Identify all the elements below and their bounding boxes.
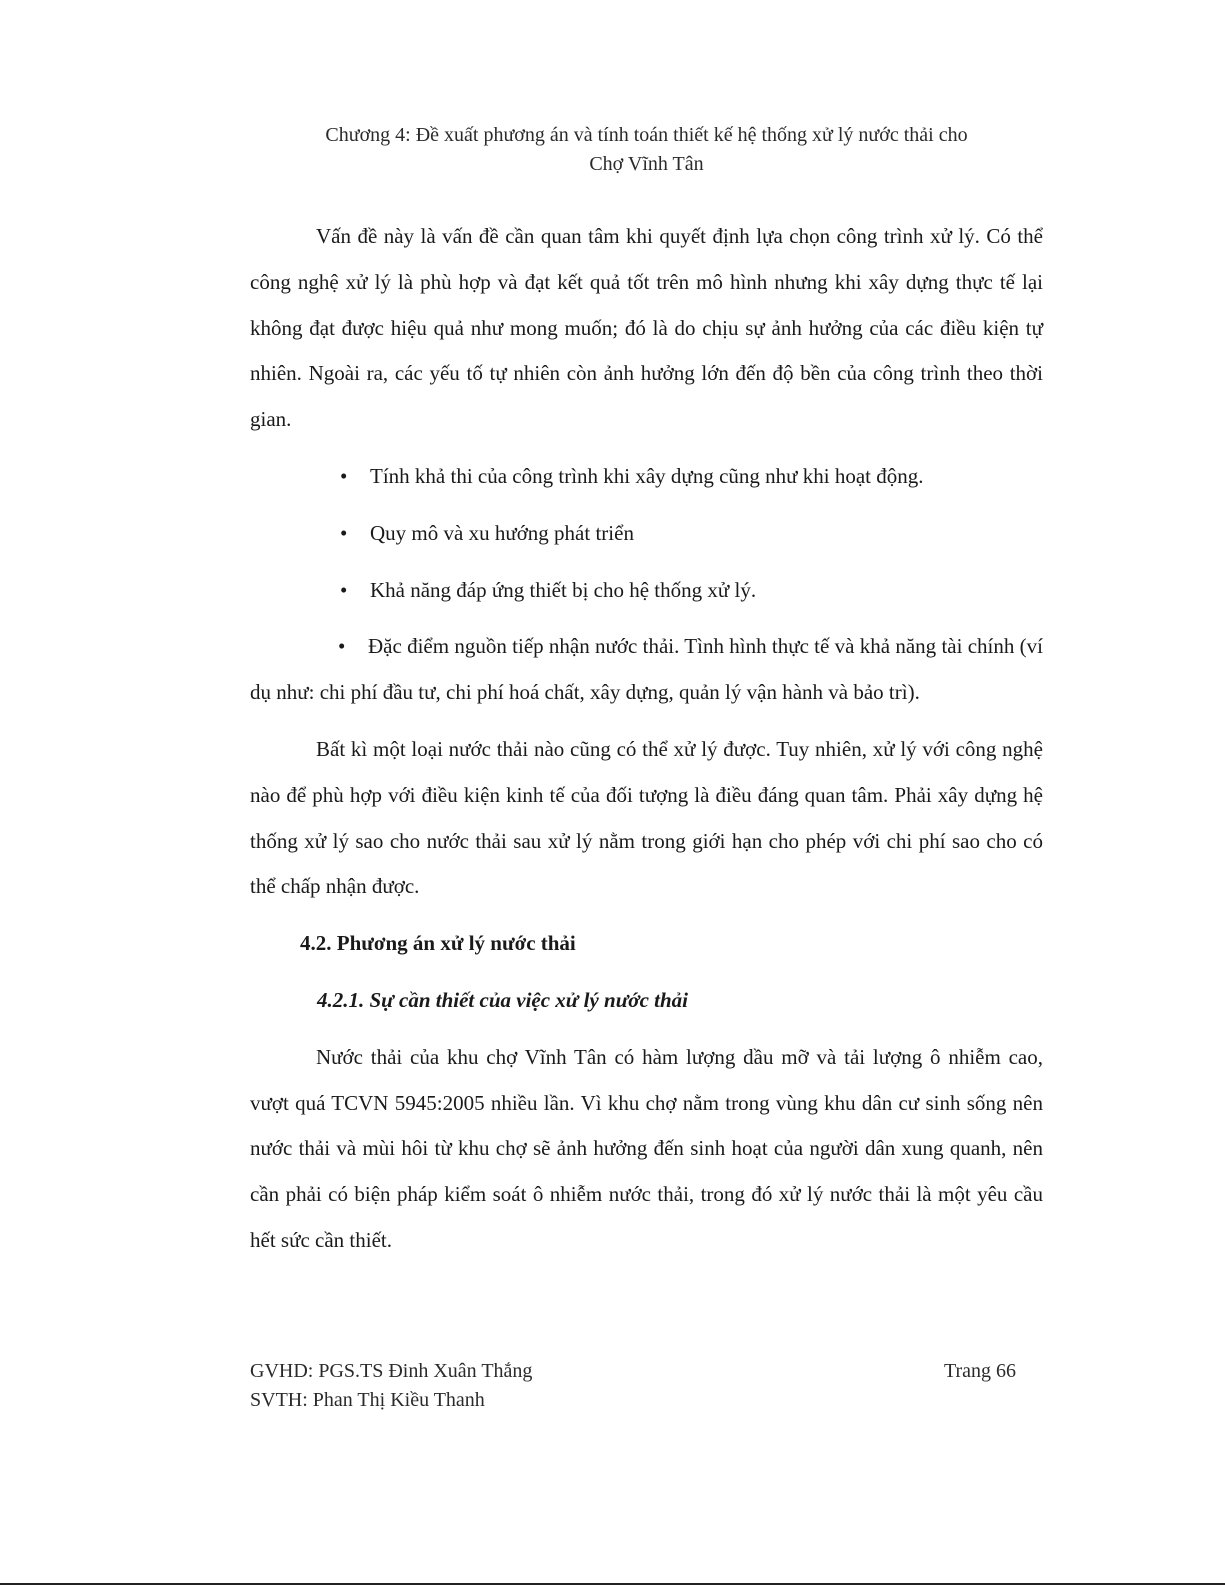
paragraph-2: Bất kì một loại nước thải nào cũng có thể xử lý được. Tuy nhiên, xử lý với công nghệ nào để phù hợp với điều kiện kinh tế của đối tượng là điều đáng quan tâm. Phải xây dựng hệ thống xử lý sao cho nước thải sau xử lý nằm trong giới hạn cho phép với chi phí sao cho có thể chấp nhận được. [250,736,1043,899]
footer-student: SVTH: Phan Thị Kiều Thanh [250,1389,485,1411]
bullet-text-3: Khả năng đáp ứng thiết bị cho hệ thống xử lý. [370,577,757,602]
bullet-item-1 [250,454,1043,500]
page-number: Trang 66 [943,1360,1016,1382]
bullet-text-1: Tính khả thi của công trình khi xây dựng cũng như khi hoạt động. [370,463,924,488]
bullet-dot-icon: • [338,634,346,659]
bullet-item-2 [250,511,1043,557]
header-line-1: Chương 4: Đề xuất phương án và tính toán thiết kế hệ thống xử lý nước thải cho [325,124,968,146]
section-heading: 4.2. Phương án xử lý nước thải [300,931,576,956]
subsection-heading: 4.2.1. Sự cần thiết của việc xử lý nước thải [317,987,688,1012]
header-line-2: Chợ Vĩnh Tân [589,153,704,175]
running-header [250,121,1043,179]
paragraph-3: Nước thải của khu chợ Vĩnh Tân có hàm lượng dầu mỡ và tải lượng ô nhiễm cao, vượt quá TCVN 5945:2005 nhiều lần. Vì khu chợ nằm trong vùng khu dân cư sinh sống nên nước thải và mùi hôi từ khu chợ sẽ ảnh hưởng đến sinh hoạt của người dân xung quanh, nên cần phải có biện pháp kiểm soát ô nhiễm nước thải, trong đó xử lý nước thải là một yêu cầu hết sức cần thiết. [250,1044,1043,1252]
bullet-text-4: Đặc điểm nguồn tiếp nhận nước thải. Tình hình thực tế và khả năng tài chính (ví dụ như: chi phí đầu tư, chi phí hoá chất, xây dựng, quản lý vận hành và bảo trì). [250,634,1043,705]
bullet-dot-icon: • [340,520,348,545]
page-footer [250,1357,1016,1415]
footer-advisor: GVHD: PGS.TS Đinh Xuân Thắng [250,1360,533,1382]
paragraph-1: Vấn đề này là vấn đề cần quan tâm khi quyết định lựa chọn công trình xử lý. Có thể công nghệ xử lý là phù hợp và đạt kết quả tốt trên mô hình nhưng khi xây dựng thực tế lại không đạt được hiệu quả như mong muốn; đó là do chịu sự ảnh hưởng của các điều kiện tự nhiên. Ngoài ra, các yếu tố tự nhiên còn ảnh hưởng lớn đến độ bền của công trình theo thời gian. [250,224,1043,432]
bullet-dot-icon: • [340,463,348,488]
bullet-item-4 [250,624,1043,716]
bullet-item-3 [250,568,1043,614]
bullet-list [250,454,1043,716]
bullet-text-2: Quy mô và xu hướng phát triển [370,520,634,545]
page-body [250,214,1043,1264]
bullet-dot-icon: • [340,577,348,602]
